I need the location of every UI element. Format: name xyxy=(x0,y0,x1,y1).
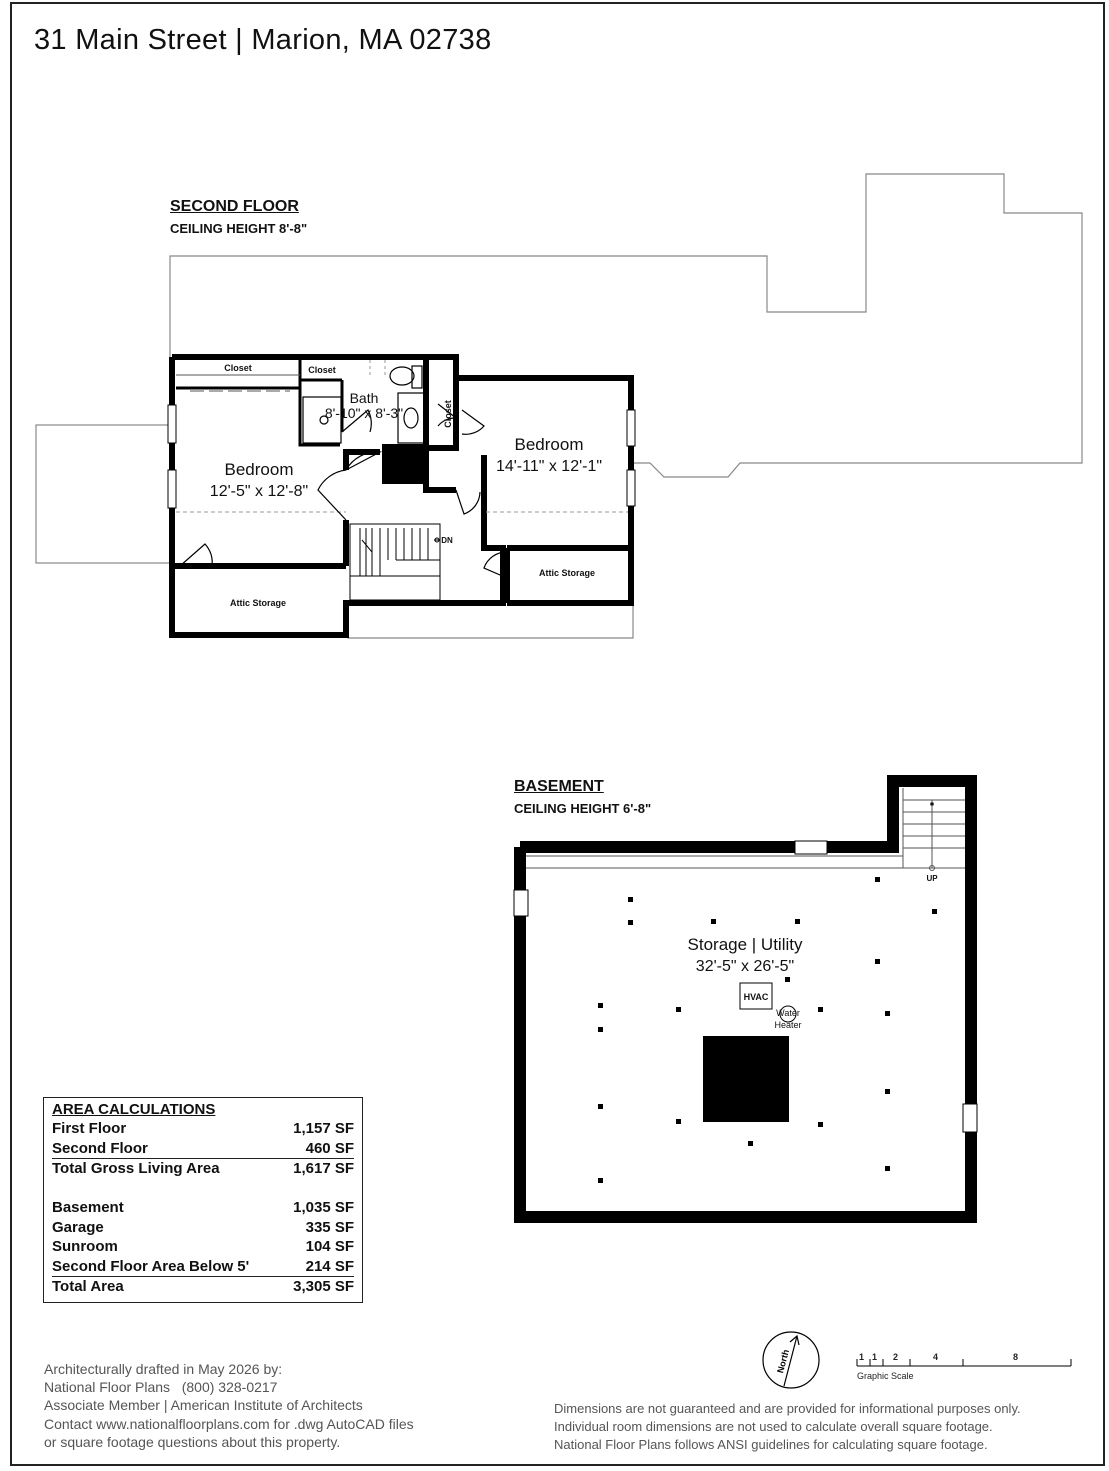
area-label: Garage xyxy=(52,1218,104,1236)
closet-vertical-label: Closet xyxy=(443,400,453,428)
disclaimer-line: National Floor Plans follows ANSI guidelines for calculating square footage. xyxy=(554,1437,988,1452)
credit-line: National Floor Plans (800) 328-0217 xyxy=(44,1379,278,1396)
scale-tick-label: 8 xyxy=(1013,1352,1019,1362)
area-label: Second Floor xyxy=(52,1139,148,1157)
area-row-first-floor xyxy=(52,1119,354,1139)
basement-heading: BASEMENT xyxy=(514,778,604,795)
compass-label: North xyxy=(775,1348,792,1375)
property-address-title: 31 Main Street | Marion, MA 02738 xyxy=(34,24,492,56)
drafting-credits xyxy=(44,1360,414,1451)
water-heater-label-line2: Heater xyxy=(774,1020,802,1030)
area-row-total-area xyxy=(52,1277,354,1297)
disclaimer-line: Dimensions are not guaranteed and are provided for informational purposes only. xyxy=(554,1401,1021,1416)
attic-storage-left-label: Attic Storage xyxy=(229,598,287,608)
area-value: 1,617 SF xyxy=(293,1160,354,1177)
dimensions-disclaimer xyxy=(554,1400,1021,1454)
area-value: 1,035 SF xyxy=(293,1199,354,1216)
area-label: Sunroom xyxy=(52,1238,118,1255)
bedroom-right-name: Bedroom xyxy=(514,435,584,454)
graphic-scale-bar xyxy=(857,1359,1071,1366)
second-floor-heading: SECOND FLOOR xyxy=(170,198,299,215)
scale-tick-label: 4 xyxy=(933,1352,939,1362)
graphic-scale-label: Graphic Scale xyxy=(857,1371,914,1381)
closet-small-label: Closet xyxy=(308,365,336,375)
water-heater-label-line1: Water xyxy=(776,1008,800,1018)
basement-inner-lines xyxy=(526,788,965,871)
bath-name: Bath xyxy=(349,390,379,406)
stairs-up-label: UP xyxy=(926,874,938,883)
credit-line: or square footage questions about this property. xyxy=(44,1433,341,1450)
area-value: 214 SF xyxy=(305,1257,354,1275)
area-label: Total Area xyxy=(52,1278,124,1295)
bedroom-left-name: Bedroom xyxy=(224,460,294,479)
bedroom-left-dims: 12'-5" x 12'-8" xyxy=(209,483,309,500)
attic-storage-right-label: Attic Storage xyxy=(538,568,596,578)
area-row-basement xyxy=(52,1198,354,1218)
area-value: 460 SF xyxy=(305,1139,354,1157)
credit-line: Associate Member | American Institute of Architects xyxy=(44,1397,363,1414)
stairs-down-label: DN xyxy=(441,536,453,545)
bedroom-right-dims: 14'-11" x 12'-1" xyxy=(495,458,603,475)
scale-tick-label: 1 xyxy=(859,1352,865,1362)
basement-columns xyxy=(598,877,937,1183)
area-row-total-gross-living xyxy=(52,1159,354,1179)
area-row-sunroom xyxy=(52,1237,354,1257)
storage-utility-name: Storage | Utility xyxy=(687,935,803,954)
second-floor-stairs xyxy=(350,524,440,600)
credit-line: Contact www.nationalfloorplans.com for .dwg AutoCAD files xyxy=(44,1415,414,1432)
area-label: Total Gross Living Area xyxy=(52,1160,220,1177)
area-row-second-floor xyxy=(52,1139,354,1160)
storage-utility-dims: 32'-5" x 26'-5" xyxy=(695,958,795,975)
chimney-block xyxy=(382,444,426,484)
basement-ceiling: CEILING HEIGHT 6'-8" xyxy=(514,801,652,816)
closet-top-label: Closet xyxy=(224,363,252,373)
scale-tick-label: 1 xyxy=(872,1352,878,1362)
area-label: Basement xyxy=(52,1199,124,1216)
disclaimer-line: Individual room dimensions are not used to calculate overall square footage. xyxy=(554,1419,993,1434)
area-row-garage xyxy=(52,1218,354,1238)
area-label: Second Floor Area Below 5' xyxy=(52,1257,250,1275)
area-label: First Floor xyxy=(52,1120,127,1137)
area-calculations-heading: AREA CALCULATIONS xyxy=(52,1101,216,1118)
area-row-below-5ft xyxy=(52,1257,354,1278)
area-calculations-table xyxy=(43,1097,363,1303)
hvac-label: HVAC xyxy=(743,992,769,1002)
area-value: 104 SF xyxy=(305,1238,354,1255)
area-value: 335 SF xyxy=(305,1218,354,1236)
bath-dims: 8'-10" x 8'-3" xyxy=(324,405,404,421)
basement-chimney-base xyxy=(703,1036,789,1122)
second-floor-ceiling: CEILING HEIGHT 8'-8" xyxy=(170,221,308,236)
north-compass-icon xyxy=(763,1332,819,1388)
scale-tick-label: 2 xyxy=(893,1352,899,1362)
credit-line: Architecturally drafted in May 2026 by: xyxy=(44,1361,283,1377)
area-value: 1,157 SF xyxy=(293,1120,354,1137)
area-value: 3,305 SF xyxy=(293,1278,354,1295)
